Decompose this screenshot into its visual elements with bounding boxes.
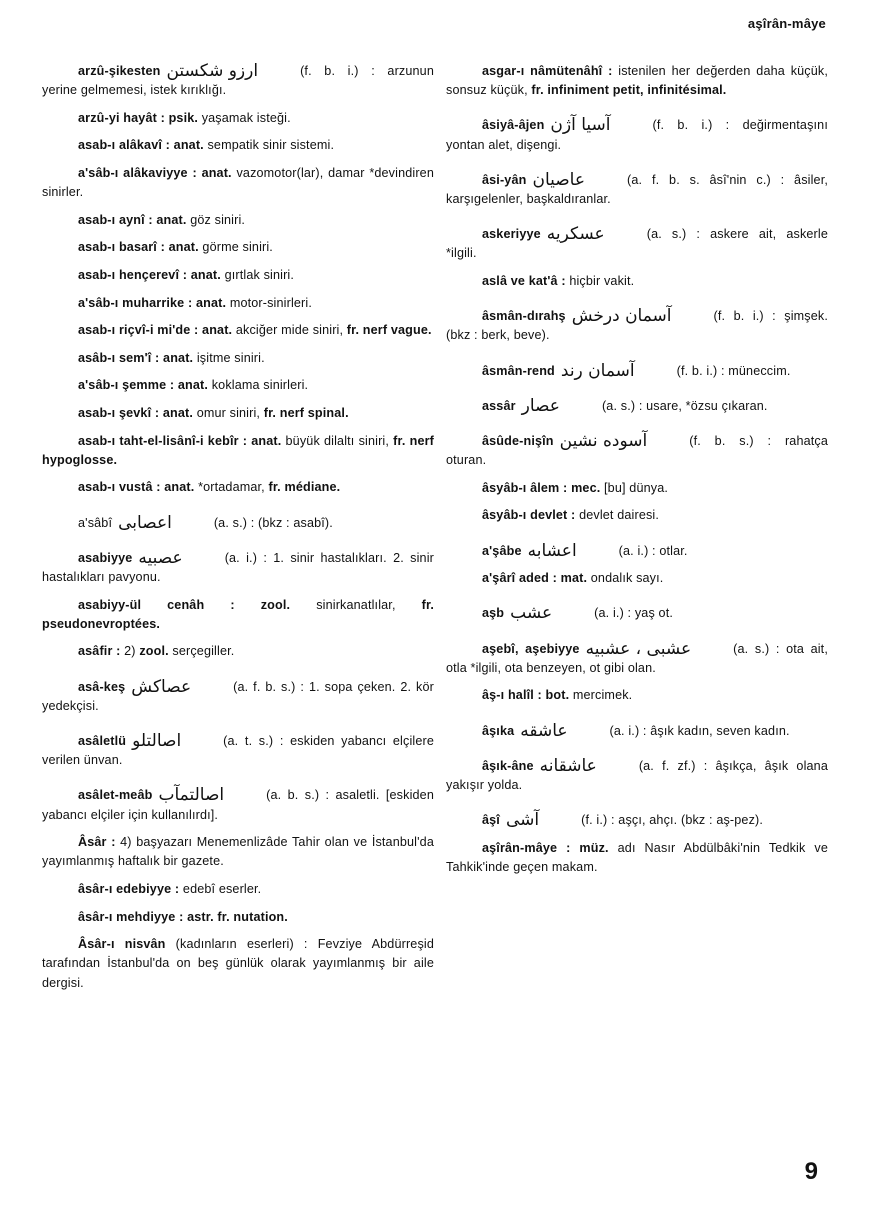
abbreviation: bot. (545, 688, 570, 703)
headword: âsmân-rend (482, 363, 555, 378)
abbreviation: zool. (260, 597, 291, 612)
abbreviation: anat. (173, 138, 204, 153)
definition: hiçbir vakit. (569, 274, 635, 289)
sense-number: 2) (124, 644, 136, 659)
french-equivalent: fr. médiane. (268, 480, 341, 495)
definition: (a. s.) : askere ait, askerle *ilgili. (446, 227, 828, 261)
entry (42, 62, 434, 100)
entry (446, 506, 828, 525)
entry (446, 62, 828, 100)
definition: adı Nasır Abdülbâki'nin Tedkik ve Tahkik'inde geçen makam. (446, 840, 828, 875)
definition: istenilen her değerden daha küçük, sonsuz küçük, (446, 64, 828, 98)
definition: devlet dairesi. (579, 508, 660, 523)
arabic-script: عشبى ، عشبيه (585, 638, 692, 659)
definition: (f. b. i.) : arzunun yerine gelmemesi, istek kırıklığı. (42, 64, 434, 98)
abbreviation: anat. (168, 240, 199, 255)
entry (446, 397, 828, 416)
headword: âsmân-dırahş (482, 309, 566, 324)
headword: âsiyâ-âjen (482, 118, 545, 133)
entry (446, 640, 828, 678)
arabic-script: اصالتلو (132, 730, 182, 751)
entry (42, 109, 434, 128)
entry (446, 686, 828, 705)
definition: (a. i.) : yaş ot. (594, 606, 674, 621)
abbreviation: anat. (196, 295, 227, 310)
entry (42, 908, 434, 927)
definition: (f. b. i.) : müneccim. (676, 363, 791, 378)
definition: koklama sinirleri. (211, 378, 309, 393)
arabic-script: عصبيه (138, 547, 183, 568)
headword: âsyâb-ı devlet : (482, 508, 576, 523)
entry (42, 880, 434, 899)
entry (446, 569, 828, 588)
definition: (a. t. s.) : eskiden yabancı elçilere verilen ünvan. (42, 733, 434, 768)
headword: arzû-yi hayât : (78, 110, 165, 125)
headword: asab-ı riçvî-i mi'de : (78, 323, 199, 338)
abbreviation: anat. (163, 350, 194, 365)
headword: âsûde-nişîn (482, 434, 554, 449)
abbreviation: anat. (162, 405, 194, 420)
entry (42, 549, 434, 587)
abbreviation: anat. (201, 165, 232, 180)
arabic-script: آشى (505, 810, 540, 831)
headword: âsâr-ı mehdiyye : (78, 909, 184, 924)
definition: (a. f. zf.) : âşıkça, âşık olana yakışır yolda. (446, 758, 828, 793)
entry (446, 225, 828, 263)
definition: göz siniri. (190, 212, 246, 227)
definition: 4) başyazarı Menemenlizâde Tahir olan ve İstanbul'da yayımlanmış haftalık bir gazete. (42, 835, 434, 869)
arabic-script: ارزو شكستن (166, 61, 259, 81)
definition: akciğer mide siniri, (235, 323, 344, 338)
entry (42, 596, 434, 634)
definition: (f. b. s.) : rahatça oturan. (446, 434, 828, 468)
headword: askeriyye (482, 227, 541, 242)
definition: (a. b. s.) : asaletli. [eskiden yabancı elçiler için kullanılırdı]. (42, 788, 434, 822)
headword: Âsâr-ı nisvân (78, 937, 166, 952)
arabic-script: عصار (521, 395, 560, 416)
entry (42, 349, 434, 368)
definition: motor-sinirleri. (229, 295, 312, 310)
entry (446, 479, 828, 498)
headword: asgar-ı nâmütenâhî : (482, 64, 613, 78)
definition: omur siniri, (196, 405, 261, 420)
left-column (42, 62, 434, 1001)
headword: asabiyy-ül cenâh : (78, 597, 235, 612)
headword: aşb (482, 606, 505, 621)
french-equivalent: fr. nerf spinal. (263, 405, 349, 420)
right-column (446, 62, 828, 886)
headword: âşî (482, 813, 500, 828)
entry (42, 294, 434, 313)
arabic-script: آسوده نشين (559, 431, 648, 452)
headword: asâletlü (78, 733, 127, 748)
arabic-script: عسكريه (546, 224, 605, 245)
abbreviation: astr. fr. nutation. (187, 909, 288, 924)
entry (446, 604, 828, 623)
headword: âş-ı halîl : (482, 688, 542, 703)
abbreviation: mat. (560, 571, 588, 586)
entry (446, 757, 828, 795)
abbreviation: anat. (251, 433, 282, 448)
arabic-script: آسمان درخش (571, 306, 672, 327)
headword: asab-ı alâkavî : (78, 138, 171, 153)
entry (446, 362, 828, 381)
headword: âşıka (482, 723, 515, 738)
definition: (a. s.) : ota ait, otla *ilgili, ota benzeyen, ot gibi olan. (446, 641, 828, 675)
entry (42, 678, 434, 716)
definition: [bu] dünya. (604, 480, 668, 495)
headword: a'şârî aded : (482, 571, 557, 586)
entry (446, 542, 828, 561)
definition: (a. i.) : 1. sinir hastalıkları. 2. sinir hastalıkları pavyonu. (42, 550, 434, 584)
headword: asab-ı vustâ : (78, 480, 161, 495)
headword: asab-ı aynî : (78, 212, 153, 227)
entry (446, 272, 828, 291)
headword: a'sâb-ı alâkaviyye : (78, 165, 197, 180)
definition: görme siniri. (202, 240, 273, 255)
definition: serçegiller. (172, 644, 235, 659)
entry (42, 211, 434, 230)
definition: sinirkanatlılar, (316, 597, 396, 612)
arabic-script: آسمان رند (560, 360, 635, 381)
abbreviation: anat. (156, 212, 187, 227)
definition: sempatik sinir sistemi. (207, 138, 335, 153)
running-head: aşîrân-mâye (747, 16, 826, 31)
headword: aşebî, aşebiyye (482, 641, 580, 656)
definition: yaşamak isteği. (201, 110, 291, 125)
definition: (a. s.) : (bkz : asabî). (213, 515, 333, 530)
abbreviation: anat. (190, 267, 221, 282)
headword: asab-ı basarî : (78, 240, 165, 255)
definition: (f. b. i.) : değirmentaşını yontan alet, dişengi. (446, 118, 828, 152)
definition: *ortadamar, (198, 480, 265, 495)
arabic-script: عشب (510, 603, 553, 624)
abbreviation: anat. (202, 323, 233, 338)
abbreviation: zool. (139, 644, 169, 659)
arabic-script: عصاكش (131, 676, 192, 697)
definition: edebî eserler. (182, 881, 262, 896)
headword: a'şâbe (482, 543, 522, 558)
headword: asâfir : (78, 644, 121, 659)
headword: arzû-şikesten (78, 64, 161, 78)
headword: asâb-ı sem'î : (78, 350, 160, 365)
entry (42, 404, 434, 423)
headword: asab-ı şevkî : (78, 405, 160, 420)
headword: asab-ı hençerevî : (78, 267, 188, 282)
entry (42, 732, 434, 770)
arabic-script: عاصيان (532, 169, 586, 190)
abbreviation: mec. (571, 480, 601, 495)
entry (42, 432, 434, 470)
entry (42, 642, 434, 661)
headword: âsi-yân (482, 172, 527, 187)
definition: (f. b. i.) : şimşek. (bkz : berk, beve). (446, 309, 828, 343)
entry (42, 238, 434, 257)
definition: (a. s.) : usare, *özsu çıkaran. (601, 398, 768, 413)
entry (42, 478, 434, 497)
page-number: 9 (804, 1158, 818, 1185)
headword: asabiyye (78, 550, 133, 565)
headword: a'sâb-ı şemme : (78, 378, 175, 393)
headword: asab-ı taht-el-lisânî-i kebîr : (78, 433, 248, 448)
french-equivalent: fr. infiniment petit, infinitésimal. (531, 83, 727, 98)
headword: âsâr-ı edebiyye : (78, 881, 180, 896)
definition: (a. i.) : âşık kadın, seven kadın. (609, 723, 790, 738)
arabic-script: عاشقانه (539, 755, 597, 776)
french-equivalent: fr. pseudonevroptées. (42, 597, 435, 631)
definition: işitme siniri. (196, 350, 265, 365)
arabic-script: اصالتمآب (158, 785, 225, 806)
entry (42, 376, 434, 395)
entry (446, 307, 828, 345)
entry (42, 786, 434, 824)
headword: assâr (482, 398, 516, 413)
abbreviation: anat. (177, 378, 209, 393)
headword: aslâ ve kat'â : (482, 274, 566, 289)
definition: (a. f. b. s. âsî'nin c.) : âsiler, karşıgelenler, başkaldıranlar. (446, 172, 828, 207)
entry (42, 833, 434, 871)
abbreviation: müz. (579, 840, 609, 855)
definition: (a. f. b. s.) : 1. sopa çeken. 2. kör yedekçisi. (42, 679, 434, 713)
entry (42, 164, 434, 202)
definition: mercimek. (572, 688, 633, 703)
definition: (f. i.) : aşçı, ahçı. (bkz : aş-pez). (581, 813, 764, 828)
entry (446, 432, 828, 470)
definition: gırtlak siniri. (224, 267, 295, 282)
entry (42, 514, 434, 533)
headword: aşîrân-mâye : (482, 840, 571, 855)
definition: vazomotor(lar), damar *devindiren sinirler. (42, 165, 434, 200)
definition: (a. i.) : otlar. (618, 543, 688, 558)
entry (42, 266, 434, 285)
french-equivalent: fr. nerf hypoglosse. (42, 433, 434, 467)
entry (42, 321, 434, 340)
entry (42, 136, 434, 155)
arabic-script: اعشابه (527, 540, 577, 561)
arabic-script: اعصابى (118, 512, 172, 533)
definition: büyük dilaltı siniri, (285, 433, 390, 448)
french-equivalent: fr. nerf vague. (346, 323, 432, 338)
headword: a'sâbî (78, 515, 113, 530)
headword: Âsâr : (78, 835, 116, 850)
definition: ondalık sayı. (590, 571, 664, 586)
headword: âsyâb-ı âlem : (482, 480, 568, 495)
definition: (kadınların eserleri) : Fevziye Abdürreşid tarafından İstanbul'da on beş günlük olarak yayımlanmış bir aile dergisi. (42, 937, 434, 990)
headword: âşık-âne (482, 758, 534, 773)
headword: a'sâb-ı muharrike : (78, 295, 193, 310)
arabic-script: آسيا آژن (550, 115, 611, 136)
headword: asâlet-meâb (78, 788, 153, 803)
abbreviation: anat. (164, 480, 195, 495)
entry (446, 116, 828, 154)
entry (446, 171, 828, 209)
headword: asâ-keş (78, 679, 126, 694)
entry (446, 811, 828, 830)
entry (446, 722, 828, 741)
arabic-script: عاشقه (520, 720, 568, 741)
entry (42, 935, 434, 993)
abbreviation: psik. (168, 110, 199, 125)
entry (446, 839, 828, 877)
